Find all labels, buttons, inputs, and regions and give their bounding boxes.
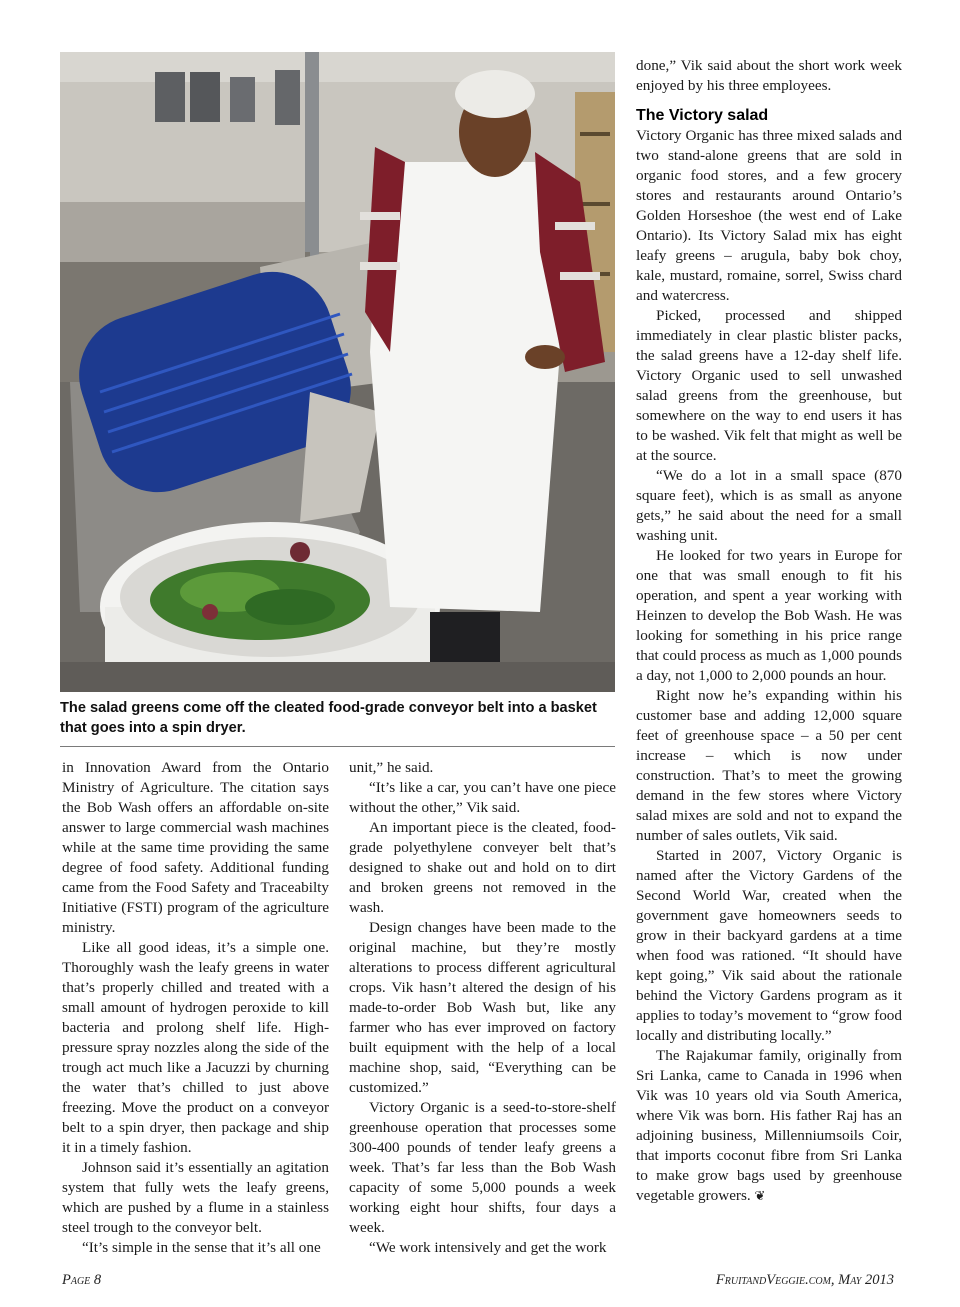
worker-with-salad-washer-photo (60, 52, 615, 692)
paragraph-text: The Rajakumar family, originally from Sri Lanka, came to Canada in 1996 when Vik was 10 years old via South America, where Vik was born. His father Raj has an adjoining business, Millenniumsoils Coir, that imports coconut fibre from Sri Lanka to make grow bags used by greenhouse vegetable growers. (636, 1047, 902, 1204)
paragraph: Victory Organic is a seed-to-store-shelf greenhouse operation that processes some 300-400 pounds of tender leafy greens a week. That’s far less than the Bob Wash capacity of some 5,000 pounds a week working eight hour shifts, four days a week. (349, 1099, 616, 1236)
paragraph: Victory Organic has three mixed salads and two stand-alone greens that are sold in organic food stores, and a few grocery stores and restaurants around Ontario’s Golden Horseshoe (the west end of Lake Ontario). Its Victory Salad mix has eight leafy greens – arugula, baby bok choy, kale, mustard, romaine, sorrel, Swiss chard and watercress. (636, 127, 902, 304)
paragraph: An important piece is the cleated, food-grade polyethylene conveyer belt that’s designed to shake out and hold on to dirt and broken greens not removed in the wash. (349, 819, 616, 916)
paragraph: “We do a lot in a small space (870 square feet), which is as small as anyone gets,” he said about the need for a small washing unit. (636, 467, 902, 544)
article-column-1 (62, 758, 329, 1258)
caption-divider (60, 746, 615, 747)
end-of-article-icon: ❦ (754, 1188, 766, 1203)
paragraph: “We work intensively and get the work (369, 1239, 607, 1256)
publication-footer: FruitandVeggie.com, May 2013 (715, 1272, 894, 1288)
page-number: Page 8 (62, 1272, 102, 1288)
section-heading: The Victory salad (636, 107, 769, 124)
paragraph: “It’s like a car, you can’t have one piece without the other,” Vik said. (349, 779, 616, 816)
article-column-3 (636, 56, 902, 1206)
paragraph: “It’s simple in the sense that it’s all one (82, 1239, 321, 1256)
article-photo (60, 52, 615, 692)
paragraph: Like all good ideas, it’s a simple one. Thoroughly wash the leafy greens in water that’s properly chilled and treated with a small amount of hydrogen peroxide to kill bacteria and prolong shelf life. High-pressure spray nozzles along the side of the trough act much like a Jacuzzi by churning the water that’s chilled to just above freezing. Move the product on a conveyor belt to a spin dryer, then package and ship it in a timely fashion. (62, 939, 329, 1156)
paragraph: Design changes have been made to the original machine, but they’re mostly alterations to process different agricultural crops. Vik hasn’t altered the design of his made-to-order Bob Wash but, like any farmer who has ever improved on factory built equipment with the help of a local machine shop, said, “Everything can be customized.” (349, 919, 616, 1096)
paragraph: done,” Vik said about the short work week enjoyed by his three employees. (636, 57, 902, 94)
article-column-2 (349, 758, 616, 1258)
paragraph: Right now he’s expanding within his customer base and adding 12,000 square feet of greenhouse space – a 50 per cent increase – which is now under construction. That’s to meet the growing demand in the few stores where Victory salad mixes are sold and not to expand the number of sales outlets, Vik said. (636, 687, 902, 844)
paragraph: He looked for two years in Europe for one that was small enough to fit his operation, and spent a year working with Heinzen to develop the Bob Wash. He was looking for something in his price range that could process as much as 1,000 pounds a day, not 1,000 to 2,000 pounds an hour. (636, 547, 902, 684)
paragraph: Johnson said it’s essentially an agitation system that fully wets the leafy greens, which are pushed by a flume in a stainless steel trough to the conveyor belt. (62, 1159, 329, 1236)
paragraph: unit,” he said. (349, 759, 434, 776)
photo-caption: The salad greens come off the cleated food-grade conveyor belt into a basket that goes into a spin dryer. (60, 700, 597, 736)
paragraph (636, 1046, 902, 1206)
paragraph: in Innovation Award from the Ontario Ministry of Agriculture. The citation says the Bob Wash offers an affordable on-site answer to large commercial wash machines while at the same time providing the same degree of food safety. Additional funding came from the Food Safety and Traceabilty Initiative (FSTI) program of the agriculture ministry. (62, 759, 329, 936)
paragraph: Picked, processed and shipped immediately in clear plastic blister packs, the salad greens have a 12-day shelf life. Victory Organic used to sell unwashed salad greens from the greenhouse, but somewhere on the way to end users it has to be washed. Vik felt that might as well be at the source. (636, 307, 902, 464)
paragraph: Started in 2007, Victory Organic is named after the Victory Gardens of the Second World War, created when the government gave homeowners seeds to grow in their backyard gardens at a time when food was rationed. “It should have kept going,” Vik said about the rationale behind the Victory Gardens program as it applies to today’s movement to “grow food locally and distributing locally.” (636, 847, 902, 1044)
